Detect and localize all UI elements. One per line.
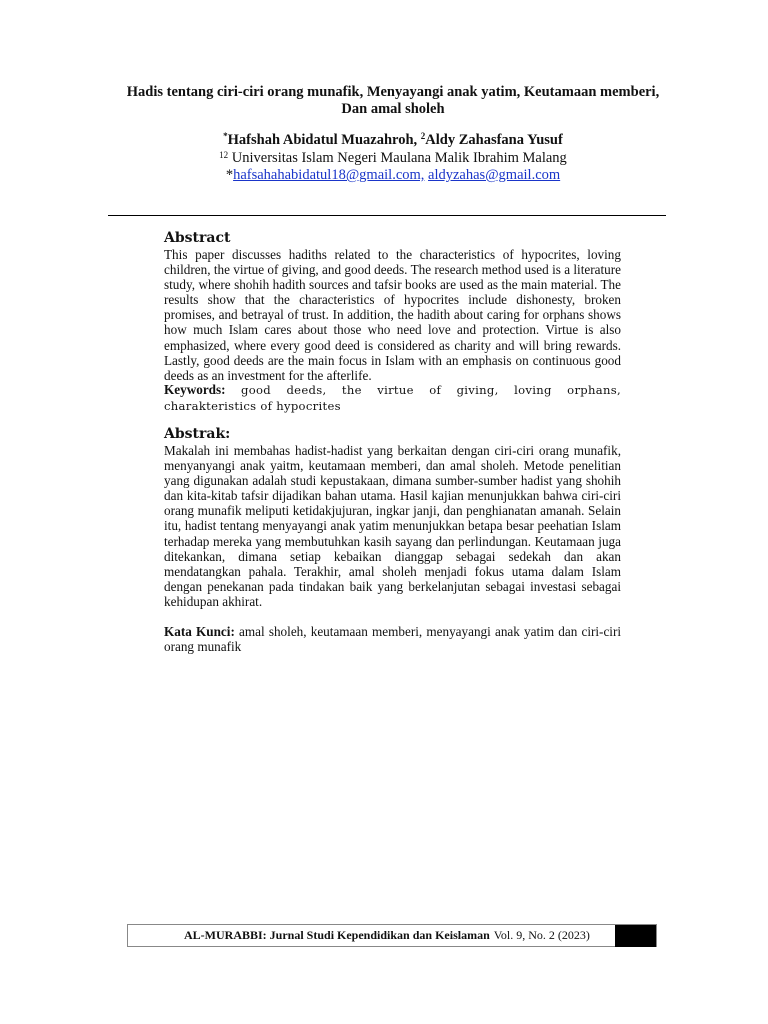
- author2-marker: 2: [420, 131, 426, 141]
- email-link-author1[interactable]: hafsahahabidatul18@gmail.com,: [233, 167, 425, 183]
- author2-name: Aldy Zahasfana Yusuf: [425, 132, 563, 148]
- email-line: [100, 166, 686, 184]
- header-divider: [108, 215, 666, 216]
- footer-page-block: [615, 925, 656, 947]
- affiliation-line: [100, 150, 686, 167]
- footer-journal-name: AL-MURABBI: Jurnal Studi Kependidikan dan Keislaman: [184, 928, 490, 942]
- abstrak-body: Makalah ini membahas hadist-hadist yang berkaitan dengan ciri-ciri orang munafik, menyanyangi anak yaitm, keutamaan memberi, dan amal sholeh. Metode penelitian yang digunakan adalah studi kepustakaan, dimana sumber-sumber hadist yang shohih dan kita-kitab tafsir dijadikan bahan utama. Hasil kajian menunjukkan bahwa ciri-ciri orang munafik meliputi ketidakjujuran, ingkar janji, dan penghianatan amanah. Selain itu, hadist tentang menyayangi anak yatim menunjukkan betapa besar peehatian Islam terhadap mereka yang membutuhkan kasih sayang dan perlindungan. Keutamaan juga ditekankan, dimana setiap kebaikan dianggap sebagai sedekah dan akan mendatangkan pahala. Terakhir, amal sholeh menjadi fokus utama dalam Islam dengan penekanan pada tindakan baik yang berkelanjutan sebagai investasi sebagai kehidupan akhirat.: [164, 443, 621, 609]
- author1-name: Hafshah Abidatul Muazahroh,: [227, 132, 421, 148]
- affiliation-text: Universitas Islam Negeri Maulana Malik Ibrahim Malang: [228, 150, 567, 166]
- footer-issue: Vol. 9, No. 2 (2023): [493, 928, 590, 942]
- abstrak-heading: Abstrak:: [164, 426, 231, 442]
- footer-bar: [127, 924, 657, 947]
- paper-title: Hadis tentang ciri-ciri orang munafik, Menyayangi anak yatim, Keutamaan memberi, Dan amal sholeh: [126, 84, 660, 117]
- keywords-label: Keywords:: [164, 382, 226, 397]
- abstract-body: This paper discusses hadiths related to the characteristics of hypocrites, loving children, the virtue of giving, and good deeds. The research method used is a literature study, where shohih hadith sources and tafsir books are used as the main material. The results show that the characteristics of hypocrites include dishonesty, broken promises, and betrayal of trust. In addition, the hadith about caring for orphans shows how much Islam cares about those who need love and protection. Virtue is also emphasized, where every good deed is considered as charity and will bring rewards. Lastly, good deeds are the main focus in Islam with an emphasis on continuous good deeds as an investment for the afterlife.: [164, 247, 621, 383]
- keywords-line: [164, 382, 621, 414]
- affiliation-marker: 12: [219, 150, 229, 160]
- keywords-text: good deeds, the virtue of giving, loving orphans, charakteristics of hypocrites: [164, 383, 621, 414]
- author-line: [100, 131, 686, 149]
- email-prefix: *: [225, 167, 234, 183]
- author1-marker: *: [223, 131, 228, 141]
- kata-kunci-label: Kata Kunci:: [164, 624, 235, 639]
- kata-kunci-line: [164, 624, 621, 654]
- footer-citation: [184, 928, 590, 943]
- email-link-author2[interactable]: aldyzahas@gmail.com: [428, 167, 561, 183]
- kata-kunci-text: amal sholeh, keutamaan memberi, menyayangi anak yatim dan ciri-ciri orang munafik: [164, 624, 622, 655]
- abstract-heading: Abstract: [164, 230, 231, 246]
